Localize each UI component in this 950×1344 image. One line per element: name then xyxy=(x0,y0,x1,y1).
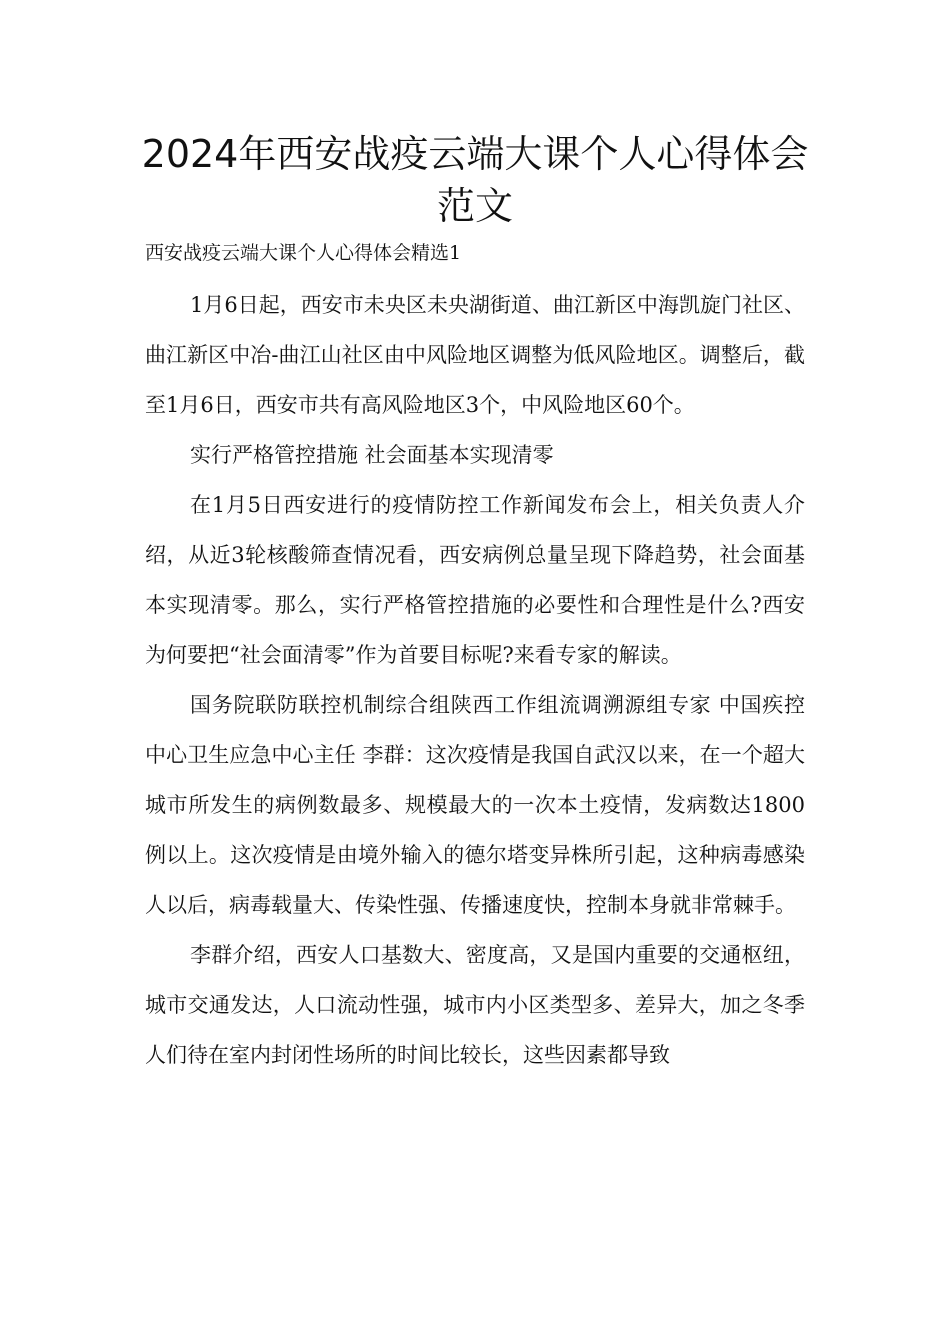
paragraph-press-conference: 在1月5日西安进行的疫情防控工作新闻发布会上，相关负责人介绍，从近3轮核酸筛查情况看，西安病例总量呈现下降趋势，社会面基本实现清零。那么，实行严格管控措施的必要性和合理性是什么?西安为何要把“社会面清零”作为首要目标呢?来看专家的解读。 xyxy=(145,493,805,667)
paragraph-risk-adjustment: 1月6日起，西安市未央区未央湖街道、曲江新区中海凯旋门社区、曲江新区中冶-曲江山社区由中风险地区调整为低风险地区。调整后，截至1月6日，西安市共有高风险地区3个，中风险地区60个。 xyxy=(145,293,805,417)
paragraph-heading-control: 实行严格管控措施 社会面基本实现清零 xyxy=(190,443,554,467)
document-subtitle: 西安战疫云端大课个人心得体会精选1 xyxy=(145,242,462,264)
paragraph-expert-statement: 国务院联防联控机制综合组陕西工作组流调溯源组专家 中国疾控中心卫生应急中心主任 李群：这次疫情是我国自武汉以来，在一个超大城市所发生的病例数最多、规模最大的一次本土疫情，发病数达1800例以上。这次疫情是由境外输入的德尔塔变异株所引起，这种病毒感染人以后，病毒载量大、传染性强、传播速度快，控制本身就非常棘手。 xyxy=(145,693,805,917)
document-body xyxy=(145,280,805,1080)
paragraph-population-factors: 李群介绍，西安人口基数大、密度高，又是国内重要的交通枢纽，城市交通发达，人口流动性强，城市内小区类型多、差异大，加之冬季人们待在室内封闭性场所的时间比较长，这些因素都导致 xyxy=(145,943,805,1067)
document-title: 2024年西安战疫云端大课个人心得体会范文 xyxy=(141,132,809,228)
